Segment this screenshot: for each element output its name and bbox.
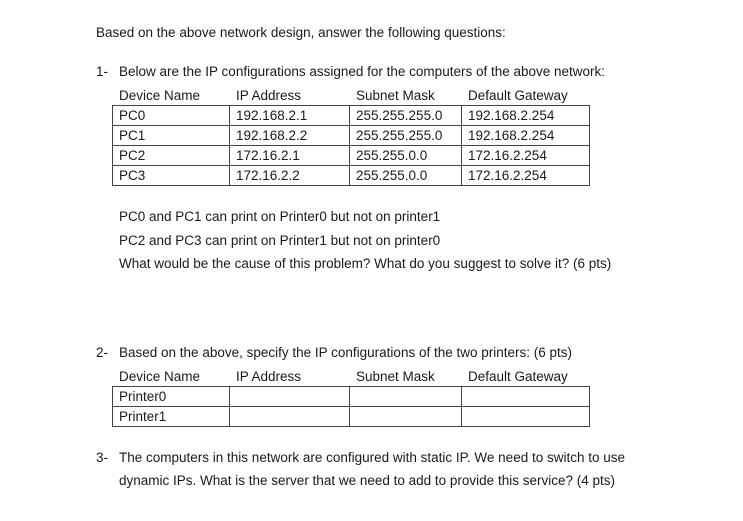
cell-mask	[350, 387, 462, 407]
table-row	[113, 166, 590, 186]
table-header-row	[113, 367, 590, 387]
cell-mask	[350, 407, 462, 427]
question-3-number: 3-	[96, 450, 109, 465]
pc-config-table	[112, 85, 590, 186]
table-header-row	[113, 86, 590, 106]
question-1-text: Below are the IP configurations assigned for the computers of the above network:	[119, 64, 606, 79]
header-subnet-mask: Subnet Mask	[350, 86, 462, 106]
table-row	[113, 126, 590, 146]
cell-gateway: 172.16.2.254	[462, 166, 590, 186]
question-2-text: Based on the above, specify the IP configurations of the two printers: (6 pts)	[119, 345, 573, 360]
cell-ip: 172.16.2.1	[230, 146, 350, 166]
cell-mask: 255.255.255.0	[350, 126, 462, 146]
table-row	[113, 106, 590, 126]
cell-device: Printer1	[113, 407, 230, 427]
cell-mask: 255.255.0.0	[350, 146, 462, 166]
cell-device: Printer0	[113, 387, 230, 407]
cell-gateway: 172.16.2.254	[462, 146, 590, 166]
header-device-name: Device Name	[113, 86, 230, 106]
header-device-name: Device Name	[113, 367, 230, 387]
table-row	[113, 387, 590, 407]
cell-ip	[230, 387, 350, 407]
question-1-number: 1-	[96, 64, 109, 79]
header-ip-address: IP Address	[230, 367, 350, 387]
printer-config-table	[112, 366, 590, 427]
header-default-gateway: Default Gateway	[462, 86, 590, 106]
question-3-line-1: The computers in this network are configured with static IP. We need to switch to use	[119, 450, 625, 465]
cell-device: PC1	[113, 126, 230, 146]
cell-gateway	[462, 407, 590, 427]
cell-mask: 255.255.0.0	[350, 166, 462, 186]
cell-ip: 172.16.2.2	[230, 166, 350, 186]
cell-ip	[230, 407, 350, 427]
question-1-prompt: What would be the cause of this problem? What do you suggest to solve it? (6 pts)	[119, 256, 612, 271]
cell-device: PC0	[113, 106, 230, 126]
header-default-gateway: Default Gateway	[462, 367, 590, 387]
header-subnet-mask: Subnet Mask	[350, 367, 462, 387]
cell-mask: 255.255.255.0	[350, 106, 462, 126]
table-row	[113, 146, 590, 166]
question-1-line-2: PC2 and PC3 can print on Printer1 but not on printer0	[119, 233, 441, 248]
question-3-line-2: dynamic IPs. What is the server that we need to add to provide this service? (4 pts)	[119, 473, 615, 488]
cell-ip: 192.168.2.2	[230, 126, 350, 146]
cell-device: PC2	[113, 146, 230, 166]
cell-ip: 192.168.2.1	[230, 106, 350, 126]
header-ip-address: IP Address	[230, 86, 350, 106]
question-2-number: 2-	[96, 345, 109, 360]
cell-gateway: 192.168.2.254	[462, 106, 590, 126]
cell-gateway: 192.168.2.254	[462, 126, 590, 146]
cell-gateway	[462, 387, 590, 407]
question-1-line-1: PC0 and PC1 can print on Printer0 but not on printer1	[119, 209, 441, 224]
cell-device: PC3	[113, 166, 230, 186]
table-row	[113, 407, 590, 427]
intro-text: Based on the above network design, answer the following questions:	[96, 25, 506, 40]
